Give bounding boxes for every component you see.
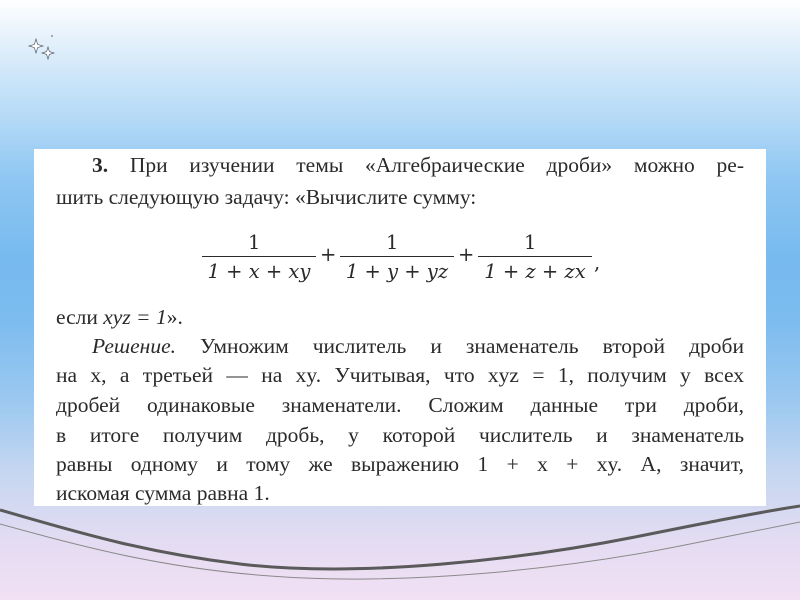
fraction-2 (340, 231, 454, 285)
fraction-3-denominator: 1 + z + zx (484, 260, 586, 284)
fraction-1-denominator: 1 + x + xy (207, 260, 311, 284)
solution-line-3: дробей одинаковые знаменатели. Сложим данные три дроби, (56, 393, 744, 417)
fraction-1 (202, 231, 316, 285)
fraction-2-numerator: 1 (386, 231, 399, 254)
problem-number: 3. (92, 153, 109, 177)
solution-line-2: на x, а третьей — на xy. Учитывая, что xyz = 1, получим у всех (56, 363, 744, 387)
fraction-3-bar (478, 256, 592, 257)
formula-comma: , (594, 251, 601, 274)
plus-sign-2: + (458, 243, 475, 266)
fraction-3-numerator: 1 (524, 231, 537, 254)
fraction-3 (478, 231, 592, 285)
textbook-excerpt (34, 149, 766, 506)
problem-condition-line: если xyz = 1». (56, 305, 183, 329)
problem-line-2: шить следующую задачу: «Вычислите сумму: (56, 185, 477, 209)
solution-line-6: искомая сумма равна 1. (56, 481, 270, 505)
fraction-1-bar (202, 256, 316, 257)
sparkle-decoration-icon (26, 30, 66, 70)
decorative-wave-lines (0, 490, 800, 600)
solution-label: Решение. (92, 334, 177, 358)
condition-xyz: xyz = 1 (103, 305, 167, 329)
solution-line-4: в итоге получим дробь, у которой числитель и знаменатель (56, 423, 744, 447)
plus-sign-1: + (320, 243, 337, 266)
problem-line-1: 3. При изучении темы «Алгебраические дроби» можно ре- (92, 153, 744, 177)
solution-line-1: Решение. Умножим числитель и знаменатель второй дроби (92, 334, 744, 358)
fraction-2-bar (340, 256, 454, 257)
fraction-2-denominator: 1 + y + yz (345, 260, 449, 284)
fraction-1-numerator: 1 (248, 231, 261, 254)
solution-line-5: равны одному и тому же выражению 1 + x + xy. А, значит, (56, 452, 744, 476)
